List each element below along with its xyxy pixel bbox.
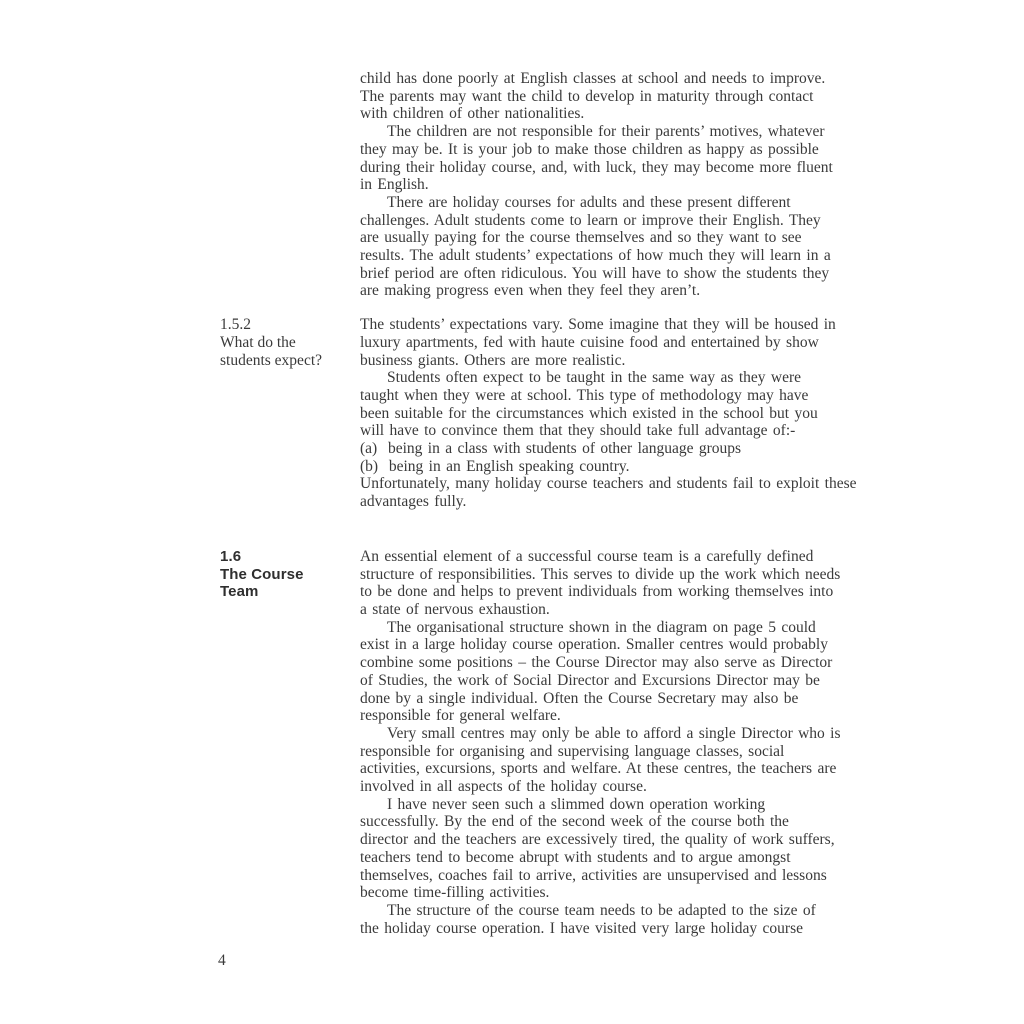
body-text-line: responsible for general welfare. <box>360 707 561 725</box>
document-section <box>220 548 887 937</box>
margin-heading-line: What do the <box>220 333 296 351</box>
body-text-line: during their holiday course, and, with luck, they may become more fluent <box>360 158 833 176</box>
body-text-line: involved in all aspects of the holiday course. <box>360 778 647 796</box>
body-text-line: business giants. Others are more realistic. <box>360 351 626 369</box>
body-text-line: The children are not responsible for their parents’ motives, whatever <box>387 123 825 141</box>
body-text-line: (b) being in an English speaking country. <box>360 457 630 475</box>
body-text-line: will have to convince them that they should take full advantage of:- <box>360 422 796 440</box>
body-text-line: done by a single individual. Often the Course Secretary may also be <box>360 689 799 707</box>
sections <box>220 70 887 937</box>
body-text-line: exist in a large holiday course operation. Smaller centres would probably <box>360 636 828 654</box>
body-column <box>360 70 887 300</box>
body-text-line: luxury apartments, fed with haute cuisine food and entertained by show <box>360 333 819 351</box>
body-text-line: teachers tend to become abrupt with students and to argue amongst <box>360 848 791 866</box>
body-text-line: (a) being in a class with students of other language groups <box>360 440 742 458</box>
body-text-line: of Studies, the work of Social Director and Excursions Director may be <box>360 671 820 689</box>
body-text-line: been suitable for the circumstances which existed in the school but you <box>360 404 818 422</box>
body-text-line: responsible for organising and supervising language classes, social <box>360 742 785 760</box>
body-text-line: director and the teachers are excessively tired, the quality of work suffers, <box>360 831 835 849</box>
body-text-line: with children of other nationalities. <box>360 105 585 123</box>
body-text-line: structure of responsibilities. This serves to divide up the work which needs <box>360 565 841 583</box>
page-number: 4 <box>218 952 226 969</box>
margin-heading-line: The Course <box>220 565 304 583</box>
body-text-line: The students’ expectations vary. Some imagine that they will be housed in <box>360 316 836 334</box>
body-text-line: the holiday course operation. I have visited very large holiday course <box>360 919 803 937</box>
margin-heading-line: 1.6 <box>220 547 242 565</box>
body-text-line: are usually paying for the course themselves and so they want to see <box>360 229 802 247</box>
body-text-line: Students often expect to be taught in the same way as they were <box>387 369 801 387</box>
body-text-line: in English. <box>360 176 429 194</box>
margin-heading-line: students expect? <box>220 351 323 369</box>
body-column <box>360 316 887 511</box>
body-text-line: child has done poorly at English classes at school and needs to improve. <box>360 70 826 87</box>
body-text-line: are making progress even when they feel they aren’t. <box>360 282 701 300</box>
margin-heading <box>220 316 360 369</box>
body-text-line: The parents may want the child to develop in maturity through contact <box>360 87 814 105</box>
body-text-line: successfully. By the end of the second week of the course both the <box>360 813 789 831</box>
body-text-line: An essential element of a successful course team is a carefully defined <box>360 547 814 565</box>
body-text-line: results. The adult students’ expectations of how much they will learn in a <box>360 247 831 265</box>
document-section <box>220 70 887 300</box>
body-text-line: I have never seen such a slimmed down operation working <box>387 795 766 813</box>
body-text-line: advantages fully. <box>360 493 467 511</box>
margin-heading-line: Team <box>220 583 259 601</box>
margin-heading-line: 1.5.2 <box>220 316 251 334</box>
body-text-line: themselves, coaches fail to arrive, activities are unsupervised and lessons <box>360 866 827 884</box>
body-text-line: activities, excursions, sports and welfare. At these centres, the teachers are <box>360 760 837 778</box>
body-text-line: challenges. Adult students come to learn or improve their English. They <box>360 211 821 229</box>
margin-heading <box>220 548 360 601</box>
body-text-line: brief period are often ridiculous. You will have to show the students they <box>360 264 830 282</box>
body-text-line: to be done and helps to prevent individuals from working themselves into <box>360 583 834 601</box>
body-text-line: The structure of the course team needs to be adapted to the size of <box>387 901 816 919</box>
body-text-line: There are holiday courses for adults and these present different <box>387 193 791 211</box>
body-text-line: combine some positions – the Course Director may also serve as Director <box>360 654 833 672</box>
document-section <box>220 316 887 511</box>
body-text-line: they may be. It is your job to make those children as happy as possible <box>360 140 819 158</box>
body-text-line: become time-filling activities. <box>360 884 550 902</box>
body-column <box>360 548 887 937</box>
body-text-line: taught when they were at school. This type of methodology may have <box>360 386 809 404</box>
body-text-line: Unfortunately, many holiday course teachers and students fail to exploit these <box>360 475 857 493</box>
body-text-line: a state of nervous exhaustion. <box>360 600 550 618</box>
body-text-line: The organisational structure shown in the diagram on page 5 could <box>387 618 816 636</box>
body-text-line: Very small centres may only be able to afford a single Director who is <box>387 724 841 742</box>
